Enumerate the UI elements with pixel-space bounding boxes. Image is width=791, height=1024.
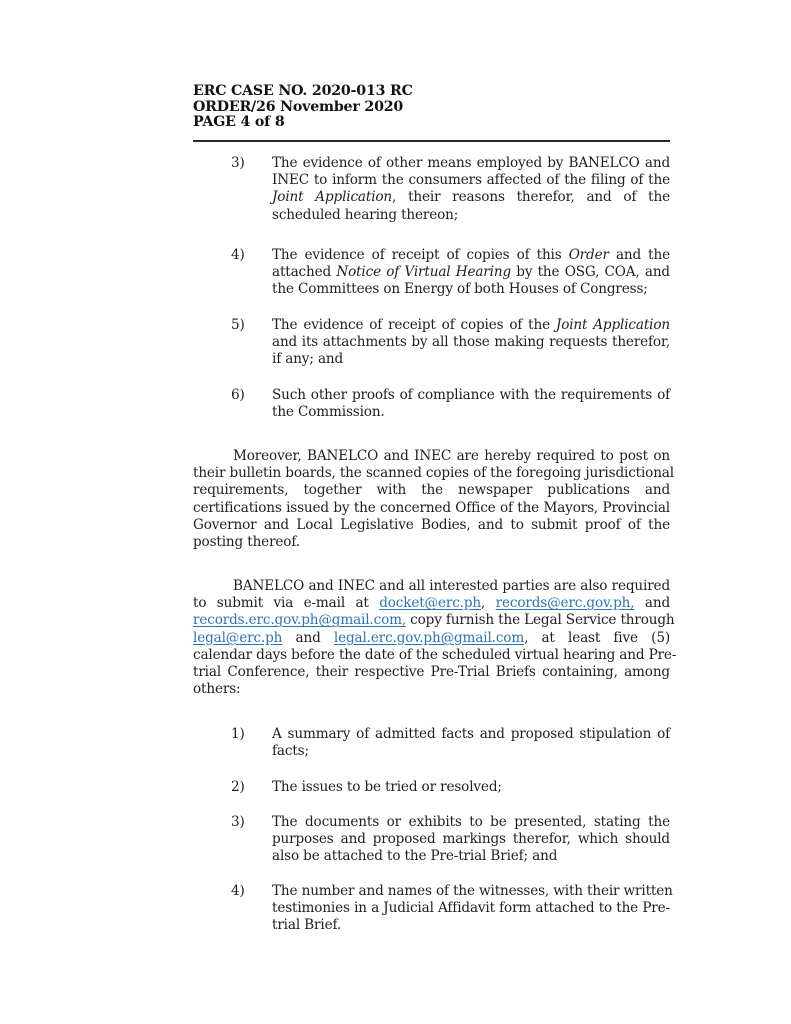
page-number: PAGE 4 of 8 (193, 114, 285, 131)
list-item-text: Such other proofs of compliance with the requirements of the Commission. (272, 387, 670, 421)
email-link-records[interactable]: records@erc.gov.ph, (495, 595, 635, 612)
list-item-text: The evidence of receipt of copies of this Order and the attached Notice of Virtual Hearing by the OSG, COA, and the Committees on Energy of both Houses of Congress; (272, 247, 670, 298)
document-header (193, 84, 670, 131)
list-item-number: 1) (231, 726, 245, 742)
list-item-text: The evidence of other means employed by BANELCO and INEC to inform the consumers affected of the filing of the Joint Application, their reasons therefor, and of the scheduled hearing thereon; (272, 155, 670, 223)
posting-requirement-paragraph: Moreover, BANELCO and INEC are hereby required to post on their bulletin boards, the scanned copies of the foregoing jurisdictional requirements, together with the newspaper publications and certifications issued by the concerned Office of the Mayors, Provincial Governor and Local Legislative Bodies, and to submit proof of the posting thereof. (193, 448, 674, 551)
list-item-text: The documents or exhibits to be presented, stating the purposes and proposed markings therefor, which should also be attached to the Pre-trial Brief; and (272, 814, 670, 865)
order-date: ORDER/26 November 2020 (193, 98, 404, 115)
list-item-text: A summary of admitted facts and proposed stipulation of facts; (272, 726, 670, 760)
list-item-number: 4) (231, 247, 245, 263)
list-item-number: 3) (231, 155, 245, 171)
email-link-records-gmail[interactable]: records.erc.gov.ph@gmail.com, (193, 612, 407, 629)
email-link-legal-gmail[interactable]: legal.erc.gov.ph@gmail.com (333, 629, 525, 646)
email-link-legal[interactable]: legal@erc.ph (193, 629, 283, 646)
list-item-number: 6) (231, 387, 245, 403)
list-item-number: 5) (231, 317, 245, 333)
list-item-number: 4) (231, 883, 245, 899)
list-item-text: The number and names of the witnesses, with their written testimonies in a Judicial Affidavit form attached to the Pre- trial Brief. (272, 883, 673, 934)
header-divider (193, 140, 670, 142)
list-item-text: The issues to be tried or resolved; (272, 779, 502, 795)
email-link-docket[interactable]: docket@erc.ph (379, 595, 482, 612)
list-item-text: The evidence of receipt of copies of the Joint Application and its attachments by all those making requests therefor, if any; and (272, 317, 670, 368)
case-number: ERC CASE NO. 2020-013 RC (193, 83, 413, 99)
pretrial-brief-paragraph: BANELCO and INEC and all interested parties are also required to submit via e-mail at docket@erc.ph, records@erc.gov.ph, and records.erc.gov.ph@gmail.com, copy furnish the Legal Service through legal@erc.ph and legal.erc.gov.ph@gmail.com, at least five (5) calendar days before the date of the scheduled virtual hearing and Pre- trial Conference, their respective Pre-Trial Briefs containing, among others: (193, 578, 677, 698)
list-item-number: 3) (231, 814, 245, 830)
list-item-number: 2) (231, 779, 245, 795)
